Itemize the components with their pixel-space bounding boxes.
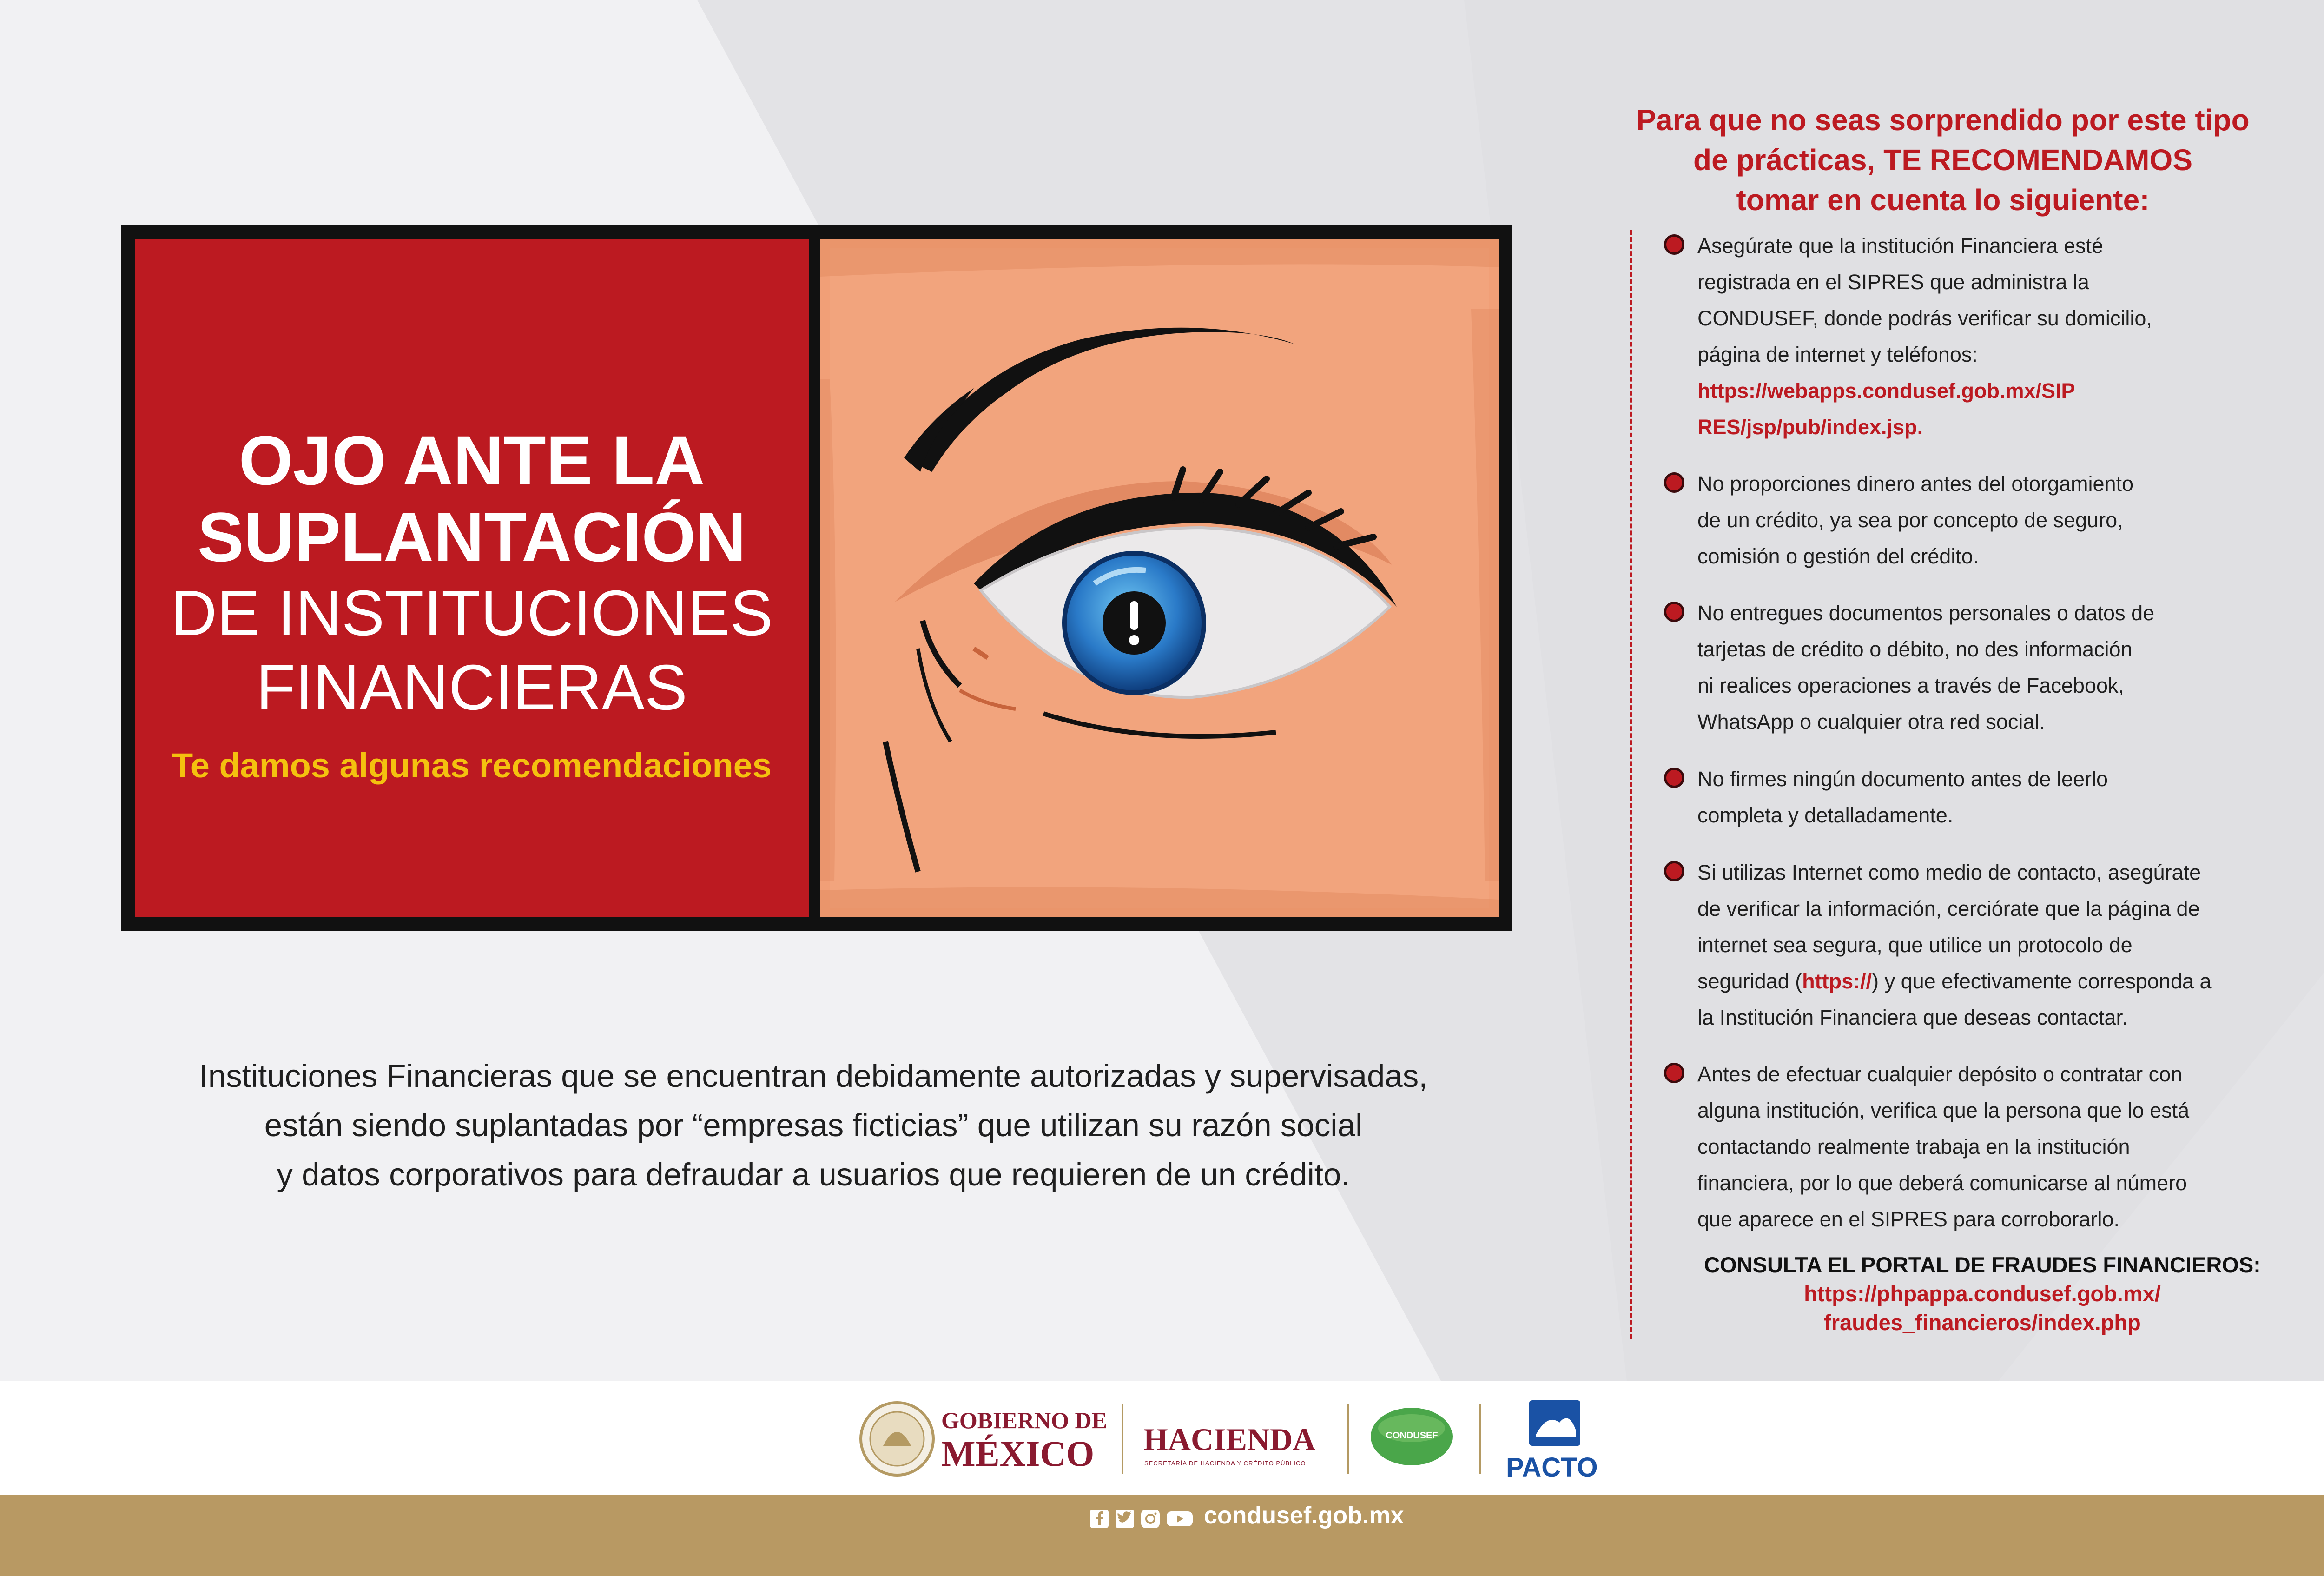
footer-contact-bar xyxy=(0,1495,2324,1576)
item-line: completa y detalladamente. xyxy=(1697,803,1954,827)
fraudes-portal-link[interactable] xyxy=(1673,1279,2291,1337)
pacto-logo: PACTO xyxy=(1506,1452,1598,1483)
youtube-icon[interactable] xyxy=(1167,1511,1193,1526)
gob-line-1: GOBIERNO DE xyxy=(941,1407,1108,1433)
condusef-logo: CONDUSEF xyxy=(1386,1430,1438,1441)
item-line: No firmes ningún documento antes de leerlo xyxy=(1697,767,2108,791)
hero-panel xyxy=(121,225,1512,931)
sipres-link-cont[interactable]: RES/jsp/pub/index.jsp. xyxy=(1697,415,1923,439)
twitter-icon[interactable] xyxy=(1116,1510,1134,1528)
red-bullet-icon xyxy=(1664,861,1684,881)
https-label: https:// xyxy=(1802,969,1872,993)
item-line: No proporciones dinero antes del otorgamiento xyxy=(1697,472,2134,496)
heading-line: de prácticas, TE RECOMENDAMOS xyxy=(1693,143,2192,177)
item-line: financiera, por lo que deberá comunicarse al número xyxy=(1697,1171,2187,1195)
site-url[interactable]: condusef.gob.mx xyxy=(1204,1502,1404,1529)
description-line: Instituciones Financieras que se encuentran debidamente autorizadas y supervisadas, xyxy=(199,1058,1428,1094)
item-line: que aparece en el SIPRES para corroborarlo. xyxy=(1697,1207,2120,1231)
red-bullet-icon xyxy=(1664,472,1684,493)
red-bullet-icon xyxy=(1664,602,1684,622)
item-line: contactando realmente trabaja en la institución xyxy=(1697,1135,2130,1159)
item-line: de un crédito, ya sea por concepto de seguro, xyxy=(1697,508,2123,532)
hero-title-line-3: DE INSTITUCIONES xyxy=(171,577,773,649)
red-bullet-icon xyxy=(1664,234,1684,255)
recommendation-item xyxy=(1665,228,2306,445)
hero-title-line-2: SUPLANTACIÓN xyxy=(197,498,746,576)
recommendation-item xyxy=(1665,1056,2306,1238)
sipres-link[interactable]: https://webapps.condusef.gob.mx/SIP xyxy=(1697,379,2075,403)
item-line: la Institución Financiera que deseas contactar. xyxy=(1697,1006,2128,1029)
item-line: Antes de efectuar cualquier depósito o contratar con xyxy=(1697,1062,2183,1086)
item-line: de verificar la información, cerciórate que la página de xyxy=(1697,897,2200,920)
item-line: comisión o gestión del crédito. xyxy=(1697,544,1979,568)
description-paragraph xyxy=(116,1052,1511,1199)
item-line: Asegúrate que la institución Financiera esté xyxy=(1697,234,2104,258)
consult-portal xyxy=(1673,1251,2291,1337)
mexico-seal-icon xyxy=(861,1403,933,1475)
description-line: y datos corporativos para defraudar a usuarios que requieren de un crédito. xyxy=(277,1157,1350,1192)
item-text: ) y que efectivamente corresponda a xyxy=(1872,969,2212,993)
dashed-divider xyxy=(1630,230,1632,1339)
heading-line: tomar en cuenta lo siguiente: xyxy=(1736,183,2150,217)
item-line: CONDUSEF, donde podrás verificar su domicilio, xyxy=(1697,306,2152,330)
hero-title-line-4: FINANCIERAS xyxy=(256,652,687,723)
red-bullet-icon xyxy=(1664,1063,1684,1083)
item-line: tarjetas de crédito o débito, no des información xyxy=(1697,637,2133,661)
portal-url-line[interactable]: https://phpappa.condusef.gob.mx/ xyxy=(1804,1281,2161,1306)
item-line: WhatsApp o cualquier otra red social. xyxy=(1697,710,2045,734)
hero-subtitle: Te damos algunas recomendaciones xyxy=(172,746,772,785)
recommendations-heading xyxy=(1590,100,2296,220)
item-text: seguridad ( xyxy=(1697,969,1802,993)
item-line: página de internet y teléfonos: xyxy=(1697,343,1978,366)
item-line: internet sea segura, que utilice un protocolo de xyxy=(1697,933,2133,957)
social-icons xyxy=(1090,1510,1197,1528)
gobierno-de-mexico-logo xyxy=(941,1409,1107,1472)
recommendation-item xyxy=(1665,595,2306,740)
instagram-icon[interactable] xyxy=(1141,1510,1160,1528)
item-line: Si utilizas Internet como medio de contacto, asegúrate xyxy=(1697,861,2201,884)
item-line xyxy=(1697,963,2306,1000)
hacienda-logo: HACIENDA xyxy=(1143,1422,1316,1457)
item-line: alguna institución, verifica que la persona que lo está xyxy=(1697,1099,2190,1122)
portal-url-line[interactable]: fraudes_financieros/index.php xyxy=(1824,1310,2141,1335)
recommendation-item xyxy=(1665,854,2306,1036)
facebook-icon[interactable] xyxy=(1090,1510,1109,1528)
consult-label: CONSULTA EL PORTAL DE FRAUDES FINANCIEROS: xyxy=(1704,1252,2261,1277)
heading-line: Para que no seas sorprendido por este tipo xyxy=(1636,103,2250,137)
item-line: No entregues documentos personales o datos de xyxy=(1697,601,2155,625)
recommendation-item xyxy=(1665,466,2306,575)
hero-title-line-1: OJO ANTE LA xyxy=(238,421,705,499)
item-line: ni realices operaciones a través de Facebook, xyxy=(1697,674,2125,697)
hacienda-subtitle: SECRETARÍA DE HACIENDA Y CRÉDITO PÚBLICO xyxy=(1144,1460,1306,1467)
item-line: registrada en el SIPRES que administra la xyxy=(1697,270,2089,294)
description-line: están siendo suplantadas por “empresas ficticias” que utilizan su razón social xyxy=(264,1107,1363,1143)
gob-line-2: MÉXICO xyxy=(941,1433,1095,1474)
hero-title-block xyxy=(135,239,809,917)
pacto-logo-icon xyxy=(1529,1400,1580,1446)
recommendation-item xyxy=(1665,761,2306,834)
alarmed-eye-icon xyxy=(820,239,1499,917)
red-bullet-icon xyxy=(1664,768,1684,788)
